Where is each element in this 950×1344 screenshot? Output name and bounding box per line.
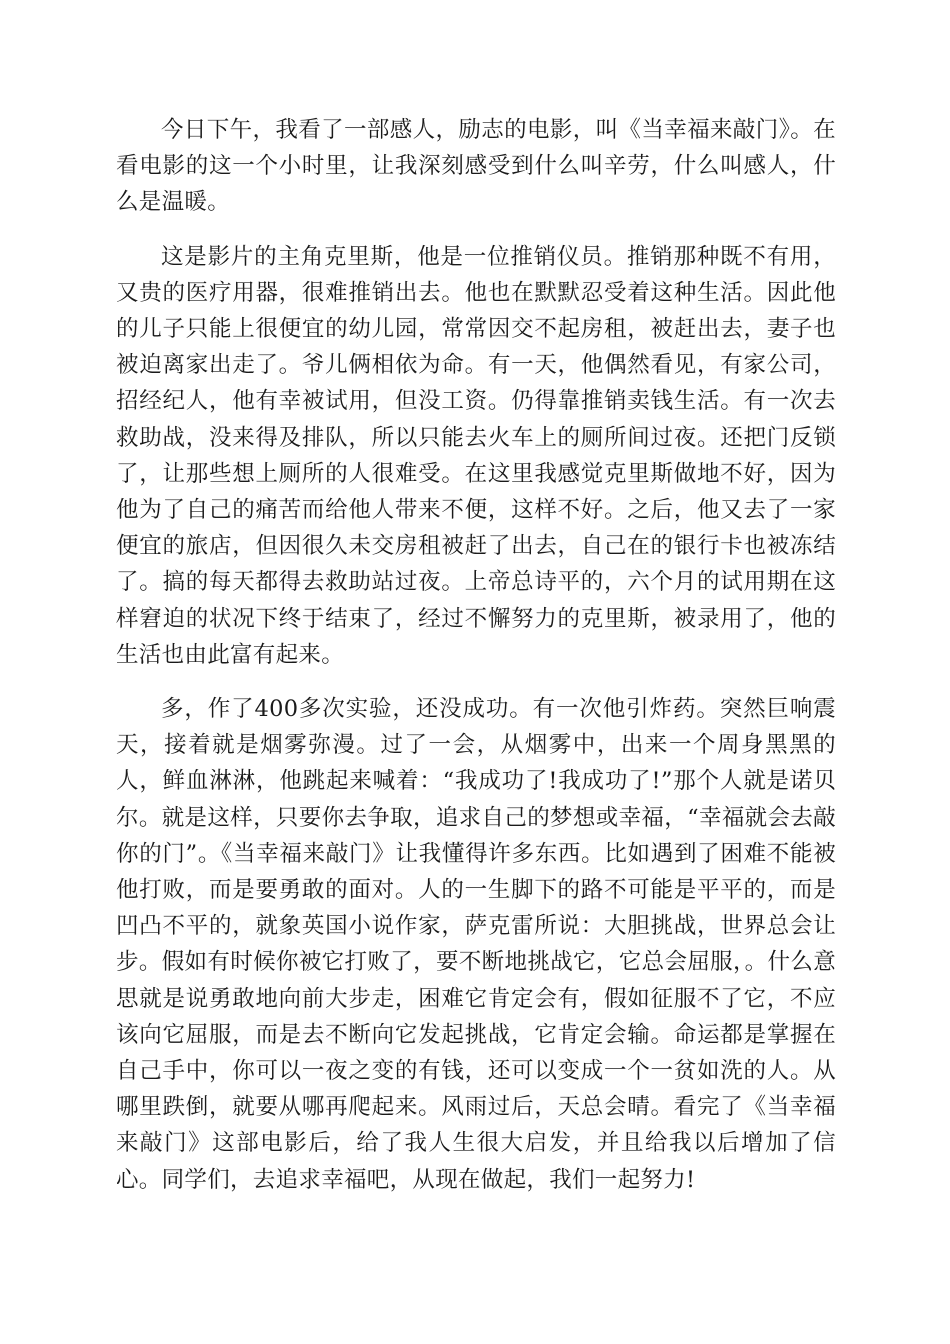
- paragraph-reflection: 多，作了400多次实验，还没成功。有一次他引炸药。突然巨响震天，接着就是烟雾弥漫。过了一会，从烟雾中，出来一个周身黑黑的人，鲜血淋淋，他跳起来喊着：“我成功了!我成功了!”那个人就是诺贝尔。就是这样，只要你去争取，追求自己的梦想或幸福，“幸福就会去敲你的门”。《当幸福来敲门》让我懂得许多东西。比如遇到了困难不能被他打败，而是要勇敢的面对。人的一生脚下的路不可能是平平的，而是凹凸不平的，就象英国小说作家，萨克雷所说：大胆挑战，世界总会让步。假如有时候你被它打败了，要不断地挑战它，它总会屈服，。什么意思就是说勇敢地向前大步走，困难它肯定会有，假如征服不了它，不应该向它屈服，而是去不断向它发起挑战，它肯定会输。命运都是掌握在自己手中，你可以一夜之变的有钱，还可以变成一个一贫如洗的人。从哪里跌倒，就要从哪再爬起来。风雨过后，天总会晴。看完了《当幸福来敲门》这部电影后，给了我人生很大启发，并且给我以后增加了信心。同学们，去追求幸福吧，从现在做起，我们一起努力!: [116, 696, 836, 1193]
- paragraph-intro: 今日下午，我看了一部感人，励志的电影，叫《当幸福来敲门》。在看电影的这一个小时里，让我深刻感受到什么叫辛劳，什么叫感人，什么是温暖。: [116, 117, 836, 216]
- essay-body: [116, 112, 836, 1216]
- paragraph-plot: 这是影片的主角克里斯，他是一位推销仪员。推销那种既不有用，又贵的医疗用器，很难推销出去。他也在默默忍受着这种生活。因此他的儿子只能上很便宜的幼儿园，常常因交不起房租，被赶出去，妻子也被迫离家出走了。爷儿俩相依为命。有一天，他偶然看见，有家公司，招经纪人，他有幸被试用，但没工资。仍得靠推销卖钱生活。有一次去救助战，没来得及排队，所以只能去火车上的厕所间过夜。还把门反锁了，让那些想上厕所的人很难受。在这里我感觉克里斯做地不好，因为他为了自己的痛苦而给他人带来不便，这样不好。之后，他又去了一家便宜的旅店，但因很久未交房租被赶了出去，自己在的银行卡也被冻结了。搞的每天都得去救助站过夜。上帝总诗平的，六个月的试用期在这样窘迫的状况下终于结束了，经过不懈努力的克里斯，被录用了，他的生活也由此富有起来。: [116, 243, 836, 668]
